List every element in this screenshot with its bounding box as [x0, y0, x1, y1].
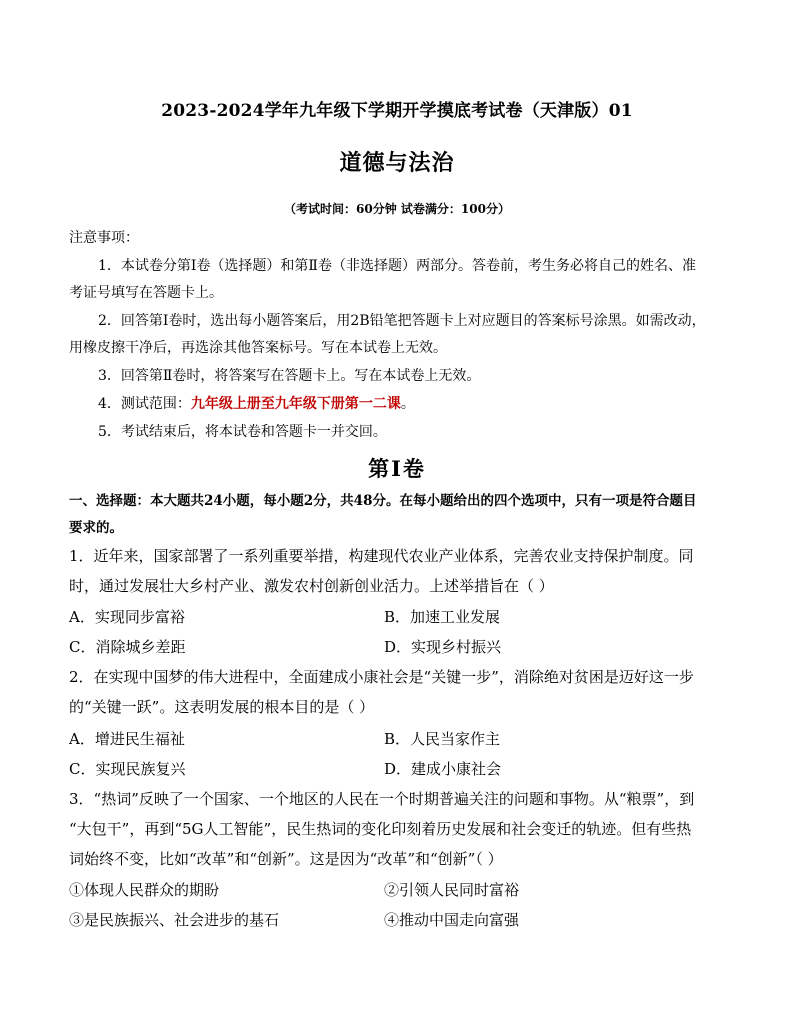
question-1-option-b: B．加速工业发展	[384, 608, 501, 626]
question-3-stem-line-2: “大包干”，再到“5G人工智能”，民生热词的变化印刻着历史发展和社会变迁的轨迹。但有些热	[69, 820, 692, 838]
question-2-option-c: C．实现民族复兴	[69, 760, 186, 778]
question-3-option-4: ④推动中国走向富强	[384, 911, 520, 929]
question-2-stem-line-2: 的“关键一跃”。这表明发展的根本目的是（ ）	[69, 698, 375, 716]
note-2-line-2: 用橡皮擦干净后，再选涂其他答案标号。写在本试卷上无效。	[69, 340, 447, 356]
question-3-option-1: ①体现人民群众的期盼	[69, 881, 220, 899]
note-2-line-1: 2．回答第Ⅰ卷时，选出每小题答案后，用2B铅笔把答题卡上对应题目的答案标号涂黑。如需改动，	[98, 313, 706, 329]
question-1-option-a: A．实现同步富裕	[69, 608, 185, 626]
question-2-option-d: D．建成小康社会	[384, 760, 502, 778]
section-1-heading-line-2: 要求的。	[69, 520, 123, 536]
note-3: 3．回答第Ⅱ卷时，将答案写在答题卡上。写在本试卷上无效。	[98, 368, 481, 384]
notes-heading: 注意事项：	[69, 230, 139, 246]
question-1-option-d: D．实现乡村振兴	[384, 638, 502, 656]
question-2-option-a: A．增进民生福祉	[69, 730, 185, 748]
question-2-stem-line-1: 2．在实现中国梦的伟大进程中，全面建成小康社会是“关键一步”，消除绝对贫困是迈好这一步	[69, 668, 694, 686]
note-1-line-2: 考证号填写在答题卡上。	[69, 285, 223, 301]
question-3-stem-line-1: 3．“热词”反映了一个国家、一个地区的人民在一个时期普遍关注的问题和事物。从“粮票”，到	[69, 790, 695, 808]
section-1-heading-line-1: 一、选择题：本大题共24小题，每小题2分，共48分。在每小题给出的四个选项中，只有一项是符合题目	[69, 493, 697, 509]
note-5: 5．考试结束后，将本试卷和答题卡一并交回。	[98, 424, 387, 440]
note-4-prefix: 4．测试范围：	[98, 396, 191, 412]
part-1-title: 第Ⅰ卷	[368, 456, 426, 481]
exam-time-and-score: （考试时间：60分钟 试卷满分：100分）	[284, 202, 510, 216]
question-3-option-2: ②引领人民同时富裕	[384, 881, 520, 899]
question-1-option-c: C．消除城乡差距	[69, 638, 186, 656]
test-range: 九年级上册至九年级下册第一二课	[190, 396, 401, 412]
question-2-option-b: B．人民当家作主	[384, 730, 501, 748]
exam-title: 2023-2024学年九年级下学期开学摸底考试卷（天津版）01	[161, 101, 633, 121]
note-1-line-1: 1．本试卷分第Ⅰ卷（选择题）和第Ⅱ卷（非选择题）两部分。答卷前，考生务必将自己的姓名、准	[98, 258, 696, 274]
question-1-stem-line-1: 1．近年来，国家部署了一系列重要举措，构建现代农业产业体系，完善农业支持保护制度。同	[69, 547, 694, 565]
question-3-option-3: ③是民族振兴、社会进步的基石	[69, 911, 280, 929]
question-3-stem-line-3: 词始终不变，比如“改革”和“创新”。这是因为“改革”和“创新”（ ）	[69, 850, 503, 868]
subject-title: 道德与法治	[339, 150, 455, 176]
question-1-stem-line-2: 时，通过发展壮大乡村产业、激发农村创新创业活力。上述举措旨在（ ）	[69, 577, 554, 595]
note-4	[98, 394, 415, 414]
note-4-suffix: 。	[400, 396, 415, 412]
